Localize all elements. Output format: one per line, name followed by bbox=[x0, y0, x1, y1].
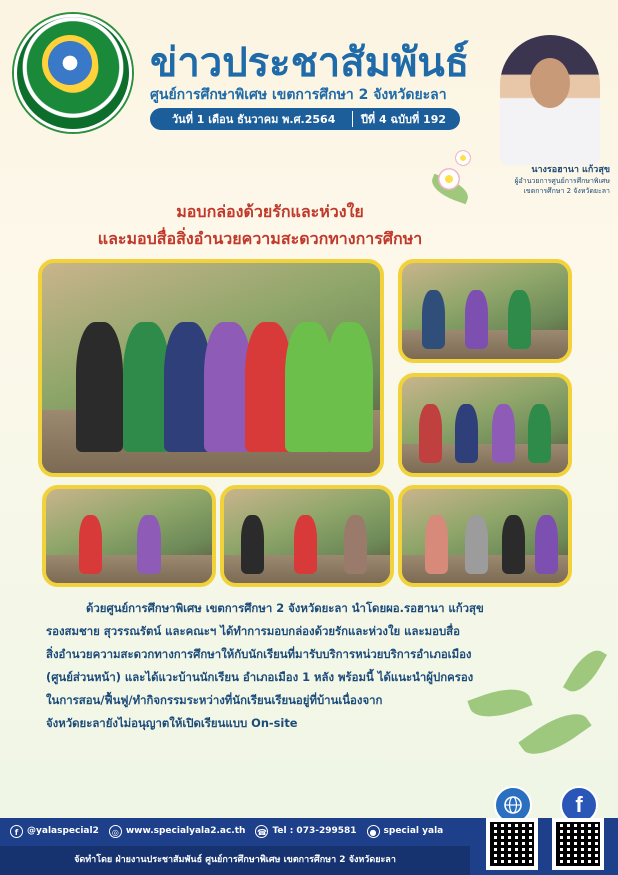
logo-emblem bbox=[42, 35, 98, 91]
page-icon: ● bbox=[367, 825, 380, 838]
phone-icon: ☎ bbox=[255, 825, 268, 838]
facebook-icon: f bbox=[10, 825, 23, 838]
body-line: สิ่งอำนวยความสะดวกทางการศึกษาให้กับนักเรียนที่มารับบริการหน่วยบริการอำเภอเมือง bbox=[46, 647, 472, 661]
globe-icon: ◎ bbox=[109, 825, 122, 838]
body-line: รองสมชาย สุวรรณรัตน์ และคณะฯ ได้ทำการมอบกล่องด้วยรักและห่วงใย และมอบสื่อ bbox=[46, 624, 460, 638]
director-position-2: เขตการศึกษา 2 จังหวัดยะลา bbox=[523, 187, 610, 195]
photo-main-group bbox=[38, 259, 384, 477]
facebook-qr-code bbox=[552, 818, 604, 870]
facebook-handle: @yalaspecial2 bbox=[27, 826, 99, 836]
director-position-1: ผู้อำนวยการศูนย์การศึกษาพิเศษ bbox=[514, 177, 610, 185]
director-name: นางรอฮานา แก้วสุข bbox=[531, 165, 610, 175]
photo-bottom-left bbox=[42, 485, 216, 587]
photo-bottom-center bbox=[220, 485, 394, 587]
footer-page[interactable] bbox=[367, 825, 444, 838]
issue-date: วันที่ 1 เดือน ธันวาคม พ.ศ.2564 bbox=[172, 113, 336, 126]
body-line: ในการสอน/ฟื้นฟู/ทำกิจกรรมระหว่างที่นักเรียนเรียนอยู่ที่บ้านเนื่องจาก bbox=[46, 693, 383, 707]
footer-contacts bbox=[0, 818, 470, 844]
body-line: ด้วยศูนย์การศึกษาพิเศษ เขตการศึกษา 2 จังหวัดยะลา นำโดยผอ.รอฮานา แก้วสุข bbox=[86, 601, 484, 615]
footer-facebook[interactable] bbox=[10, 825, 99, 838]
website-url: www.specialyala2.ac.th bbox=[125, 826, 246, 836]
footer-phone[interactable] bbox=[255, 825, 356, 838]
facebook-page-icon[interactable]: f bbox=[560, 786, 598, 824]
newsletter-title: ข่าวประชาสัมพันธ์ bbox=[150, 40, 470, 86]
director-nameplate bbox=[440, 162, 610, 196]
dateline-divider bbox=[352, 111, 353, 127]
headline-line-2: และมอบสื่อสิ่งอำนวยความสะดวกทางการศึกษา bbox=[97, 229, 423, 248]
photo-middle-right bbox=[398, 373, 572, 477]
phone-number: Tel : 073-299581 bbox=[272, 826, 357, 836]
footer-website[interactable] bbox=[109, 825, 246, 838]
director-face bbox=[530, 58, 570, 108]
issue-dateline bbox=[150, 108, 460, 130]
website-qr-code bbox=[486, 818, 538, 870]
headline-line-1: มอบกล่องด้วยรักและห่วงใย bbox=[176, 202, 364, 221]
leaf-decoration bbox=[563, 644, 607, 698]
news-body bbox=[46, 597, 566, 735]
newsletter-subtitle: ศูนย์การศึกษาพิเศษ เขตการศึกษา 2 จังหวัดยะลา bbox=[150, 87, 447, 103]
footer-credit: จัดทำโดย ฝ่ายงานประชาสัมพันธ์ ศูนย์การศึกษาพิเศษ เขตการศึกษา 2 จังหวัดยะลา bbox=[0, 846, 470, 875]
photo-top-right bbox=[398, 259, 572, 363]
photo-bottom-right bbox=[398, 485, 572, 587]
page-name: special yala bbox=[383, 826, 444, 836]
body-line: จังหวัดยะลายังไม่อนุญาตให้เปิดเรียนแบบ On-site bbox=[46, 716, 298, 730]
body-line: (ศูนย์ส่วนหน้า) และได้แวะบ้านนักเรียน อำเภอเมือง 1 หลัง พร้อมนี้ ได้แนะนำผู้ปกครอง bbox=[46, 670, 474, 684]
issue-number: ปีที่ 4 ฉบับที่ 192 bbox=[360, 113, 446, 126]
